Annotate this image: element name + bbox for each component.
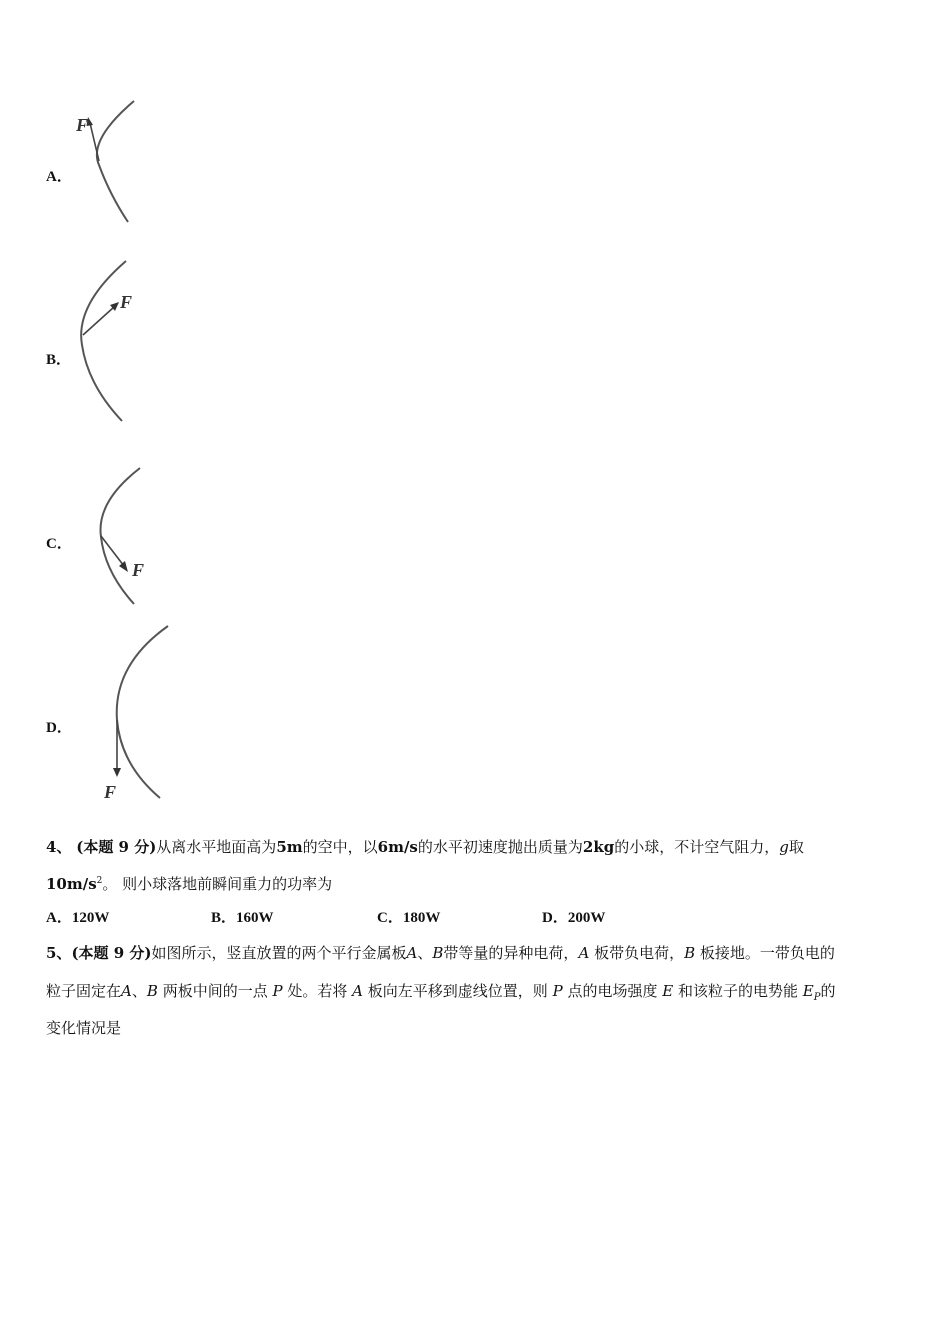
option-a-figure (70, 95, 150, 230)
option-c-figure (88, 462, 168, 612)
option-b-figure (70, 255, 160, 425)
option-d-figure (98, 620, 188, 805)
option-d-label: D． (46, 720, 72, 736)
force-label: F (104, 782, 117, 802)
force-arrow (90, 123, 99, 161)
force-arrow (83, 307, 114, 335)
question-5-line-2: 粒子固定在A、B 两板中间的一点 P 处。若将 A 板向左平移到虚线位置，则 P 点的电场强度 E 和该粒子的电势能 $E_P$的 (46, 982, 836, 1003)
force-label: F (132, 560, 145, 580)
choice-c[interactable]: C．180W (377, 910, 441, 926)
force-label: F (120, 292, 133, 312)
question-5-line-1: 5、(本题 9 分)如图所示，竖直放置的两个平行金属板A、B带等量的异种电荷，A 板带负电荷，B 板接地。一带负电的 (46, 944, 835, 962)
option-b-label: B． (46, 352, 72, 368)
choice-a[interactable]: A．120W (46, 910, 110, 926)
question-4-choices (46, 906, 846, 928)
trajectory-curve (97, 101, 134, 222)
question-4-line-2: $10m/s^2$。 则小球落地前瞬间重力的功率为 (46, 875, 333, 893)
trajectory-curve (100, 468, 140, 604)
option-a-label: A． (46, 169, 72, 185)
choice-d[interactable]: D．200W (542, 910, 606, 926)
choice-b[interactable]: B．160W (211, 910, 274, 926)
trajectory-curve (117, 626, 168, 798)
force-label: F (76, 115, 89, 135)
trajectory-curve (81, 261, 126, 421)
question-5-line-3: 变化情况是 (46, 1019, 122, 1037)
question-4-line-1: 4、 (本题 9 分)从离水平地面高为5m的空中，以6m/s的水平初速度抛出质量为2kg的小球，不计空气阻力，g取 (46, 838, 804, 856)
option-c-label: C． (46, 536, 72, 552)
